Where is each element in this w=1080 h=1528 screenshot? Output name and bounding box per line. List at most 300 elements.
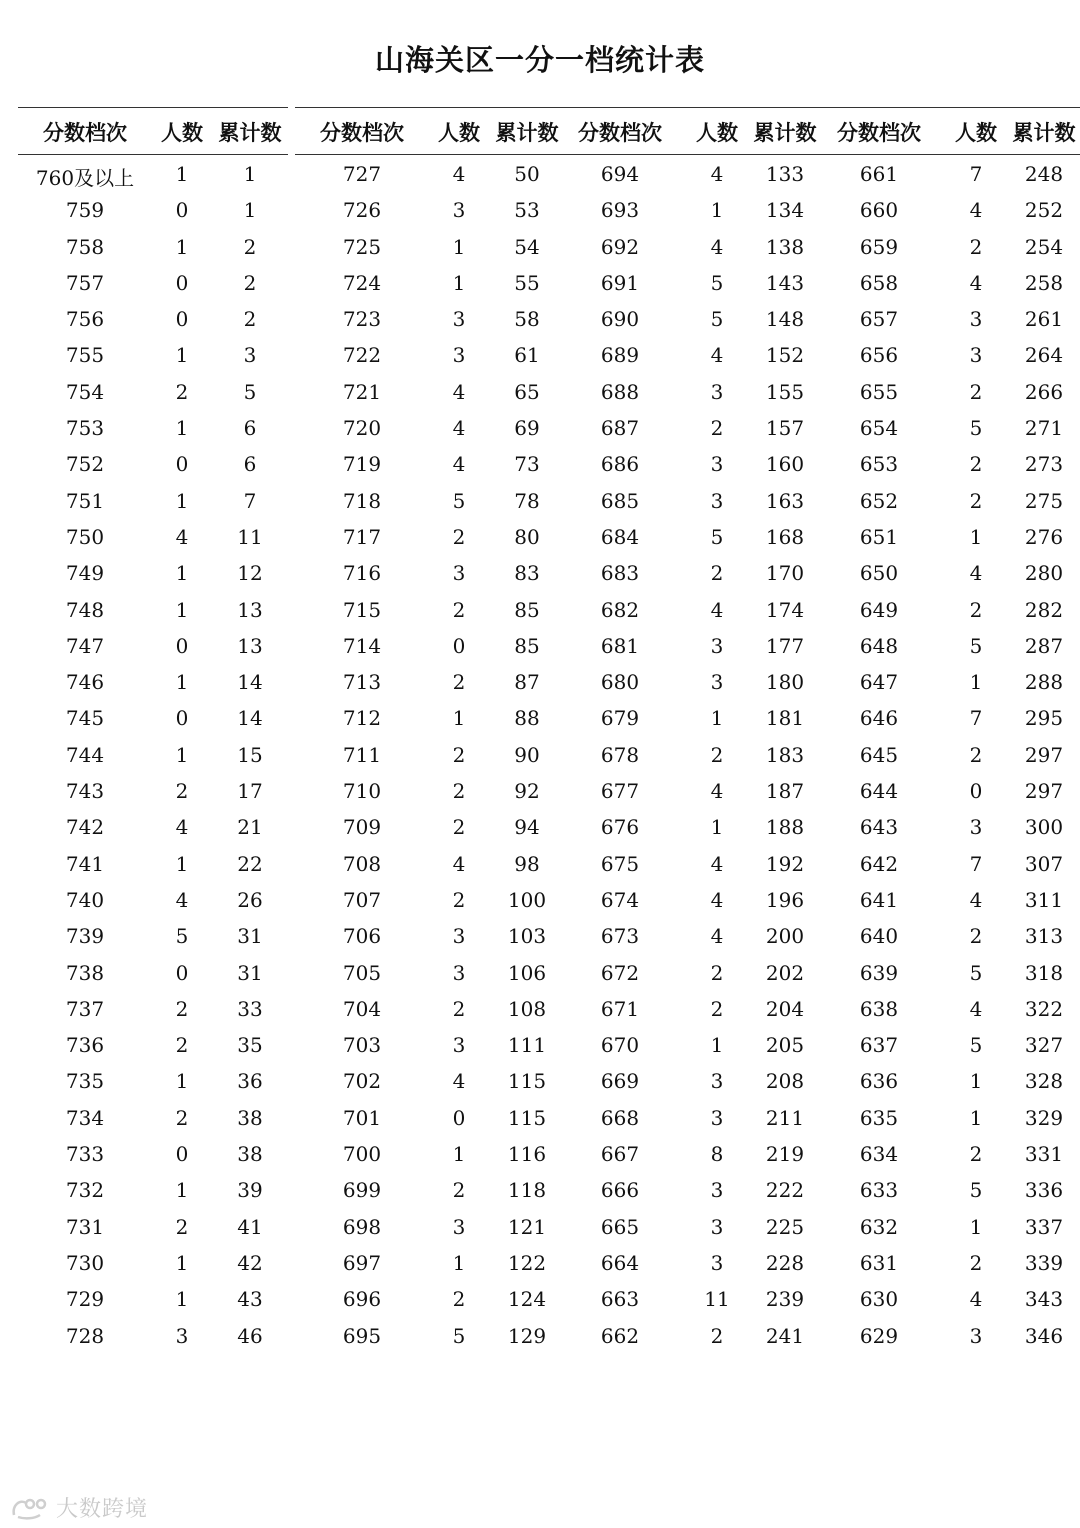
- score-cell: 760及以上: [35, 166, 135, 190]
- count-cell: 5: [452, 488, 466, 513]
- count-cell: 2: [969, 1250, 983, 1275]
- cumulative-cell: 282: [1024, 597, 1064, 622]
- cumulative-cell: 336: [1024, 1178, 1064, 1203]
- score-cell: 740: [65, 887, 105, 912]
- cumulative-cell: 241: [765, 1323, 805, 1348]
- cumulative-cell: 152: [765, 343, 805, 368]
- table-row: [553, 772, 823, 808]
- score-cell: 726: [342, 198, 382, 223]
- table-row: [553, 1062, 823, 1098]
- table-row: [812, 699, 1080, 735]
- table-row: [553, 845, 823, 881]
- count-cell: 11: [704, 1287, 730, 1312]
- table-row: [553, 736, 823, 772]
- score-cell: 630: [859, 1287, 899, 1312]
- cumulative-cell: 157: [765, 416, 805, 441]
- cumulative-cell: 85: [514, 597, 540, 622]
- cumulative-cell: 88: [514, 706, 540, 731]
- cumulative-cell: 15: [237, 742, 263, 767]
- count-cell: 3: [710, 1214, 724, 1239]
- table-row: [812, 373, 1080, 409]
- score-cell: 742: [65, 815, 105, 840]
- score-cell: 732: [65, 1178, 105, 1203]
- cumulative-cell: 36: [237, 1069, 263, 1094]
- score-cell: 654: [859, 416, 899, 441]
- table-row: [812, 1135, 1080, 1171]
- table-row: [18, 191, 288, 227]
- table-row: [295, 917, 565, 953]
- score-cell: 693: [600, 198, 640, 223]
- count-cell: 3: [969, 815, 983, 840]
- count-cell: 4: [452, 379, 466, 404]
- count-cell: 2: [452, 1178, 466, 1203]
- count-cell: 5: [969, 1178, 983, 1203]
- count-cell: 5: [710, 524, 724, 549]
- cumulative-cell: 87: [514, 670, 540, 695]
- table-row: [18, 954, 288, 990]
- count-cell: 4: [969, 1287, 983, 1312]
- score-cell: 757: [65, 270, 105, 295]
- table-row: [812, 1244, 1080, 1280]
- cumulative-cell: 22: [237, 851, 263, 876]
- cumulative-cell: 288: [1024, 670, 1064, 695]
- table-row: [295, 373, 565, 409]
- count-cell: 1: [175, 1069, 189, 1094]
- cumulative-cell: 31: [237, 924, 263, 949]
- table-row: [812, 990, 1080, 1026]
- score-cell: 656: [859, 343, 899, 368]
- score-cell: 660: [859, 198, 899, 223]
- cumulative-cell: 94: [514, 815, 540, 840]
- count-cell: 0: [175, 270, 189, 295]
- count-cell: 2: [452, 524, 466, 549]
- cumulative-cell: 13: [237, 633, 263, 658]
- count-cell: 2: [175, 379, 189, 404]
- score-cell: 714: [342, 633, 382, 658]
- score-cell: 749: [65, 561, 105, 586]
- cumulative-cell: 5: [243, 379, 257, 404]
- table-row: [18, 373, 288, 409]
- cumulative-cell: 129: [507, 1323, 547, 1348]
- count-cell: 1: [452, 1142, 466, 1167]
- count-cell: 1: [175, 1250, 189, 1275]
- count-cell: 4: [710, 343, 724, 368]
- table-row: [295, 954, 565, 990]
- table-row: [295, 772, 565, 808]
- cumulative-cell: 121: [507, 1214, 547, 1239]
- table-row: [18, 808, 288, 844]
- score-cell: 743: [65, 779, 105, 804]
- count-cell: 0: [969, 779, 983, 804]
- table-row: [812, 772, 1080, 808]
- score-cell: 704: [342, 996, 382, 1021]
- score-cell: 666: [600, 1178, 640, 1203]
- score-cell: 631: [859, 1250, 899, 1275]
- count-cell: 2: [175, 1214, 189, 1239]
- count-cell: 2: [969, 452, 983, 477]
- count-cell: 5: [969, 416, 983, 441]
- cumulative-cell: 13: [237, 597, 263, 622]
- count-cell: 3: [452, 1033, 466, 1058]
- score-cell: 686: [600, 452, 640, 477]
- score-cell: 651: [859, 524, 899, 549]
- table-row: [812, 482, 1080, 518]
- table-row: [18, 663, 288, 699]
- count-cell: 2: [969, 924, 983, 949]
- count-cell: 4: [710, 887, 724, 912]
- cumulative-cell: 78: [514, 488, 540, 513]
- score-cell: 649: [859, 597, 899, 622]
- table-row: [553, 1317, 823, 1353]
- cumulative-cell: 73: [514, 452, 540, 477]
- cumulative-cell: 228: [765, 1250, 805, 1275]
- score-cell: 678: [600, 742, 640, 767]
- table-row: [295, 736, 565, 772]
- count-cell: 4: [452, 851, 466, 876]
- header-cumulative: 累计数: [495, 120, 559, 145]
- cumulative-cell: 134: [765, 198, 805, 223]
- count-cell: 1: [710, 198, 724, 223]
- cumulative-cell: 3: [243, 343, 257, 368]
- count-cell: 4: [710, 924, 724, 949]
- cumulative-cell: 155: [765, 379, 805, 404]
- cumulative-cell: 54: [514, 234, 540, 259]
- score-cell: 750: [65, 524, 105, 549]
- score-cell: 667: [600, 1142, 640, 1167]
- count-cell: 1: [175, 851, 189, 876]
- score-cell: 753: [65, 416, 105, 441]
- table-row: [812, 264, 1080, 300]
- count-cell: 2: [175, 1033, 189, 1058]
- cumulative-cell: 58: [514, 307, 540, 332]
- count-cell: 0: [175, 452, 189, 477]
- header-count: 人数: [438, 120, 480, 145]
- count-cell: 1: [175, 597, 189, 622]
- count-cell: 1: [175, 488, 189, 513]
- table-row: [295, 881, 565, 917]
- score-cell: 734: [65, 1105, 105, 1130]
- count-cell: 1: [710, 815, 724, 840]
- cumulative-cell: 42: [237, 1250, 263, 1275]
- cumulative-cell: 83: [514, 561, 540, 586]
- cumulative-cell: 300: [1024, 815, 1064, 840]
- table-row: [295, 699, 565, 735]
- count-cell: 2: [452, 887, 466, 912]
- table-row: [18, 917, 288, 953]
- score-cell: 747: [65, 633, 105, 658]
- table-row: [295, 445, 565, 481]
- cumulative-cell: 177: [765, 633, 805, 658]
- count-cell: 7: [969, 706, 983, 731]
- table-row: [812, 917, 1080, 953]
- table-row: [553, 1280, 823, 1316]
- cumulative-cell: 266: [1024, 379, 1064, 404]
- table-row: [295, 1244, 565, 1280]
- score-cell: 674: [600, 887, 640, 912]
- table-row: [295, 627, 565, 663]
- cumulative-cell: 69: [514, 416, 540, 441]
- cumulative-cell: 92: [514, 779, 540, 804]
- count-cell: 1: [969, 524, 983, 549]
- cumulative-cell: 122: [507, 1250, 547, 1275]
- count-cell: 2: [710, 742, 724, 767]
- cumulative-cell: 248: [1024, 162, 1064, 186]
- cumulative-cell: 2: [243, 270, 257, 295]
- score-cell: 687: [600, 416, 640, 441]
- cumulative-cell: 46: [237, 1323, 263, 1348]
- cumulative-cell: 100: [507, 887, 547, 912]
- cumulative-cell: 11: [237, 524, 263, 549]
- count-cell: 1: [175, 1178, 189, 1203]
- cumulative-cell: 53: [514, 198, 540, 223]
- score-cell: 701: [342, 1105, 382, 1130]
- cumulative-cell: 2: [243, 234, 257, 259]
- score-cell: 642: [859, 851, 899, 876]
- score-cell: 673: [600, 924, 640, 949]
- score-cell: 645: [859, 742, 899, 767]
- table-row: [812, 336, 1080, 372]
- score-cell: 648: [859, 633, 899, 658]
- count-cell: 2: [175, 1105, 189, 1130]
- cumulative-cell: 31: [237, 960, 263, 985]
- cumulative-cell: 329: [1024, 1105, 1064, 1130]
- cumulative-cell: 328: [1024, 1069, 1064, 1094]
- table-row: [553, 663, 823, 699]
- score-cell: 736: [65, 1033, 105, 1058]
- count-cell: 8: [710, 1142, 724, 1167]
- cumulative-cell: 116: [507, 1142, 547, 1167]
- count-cell: 1: [452, 1250, 466, 1275]
- cumulative-cell: 287: [1024, 633, 1064, 658]
- count-cell: 4: [969, 198, 983, 223]
- count-cell: 4: [710, 779, 724, 804]
- table-row: [295, 808, 565, 844]
- count-cell: 2: [969, 742, 983, 767]
- table-row: [553, 1099, 823, 1135]
- score-cell: 722: [342, 343, 382, 368]
- table-row: [553, 228, 823, 264]
- count-cell: 1: [175, 162, 189, 186]
- table-row: [295, 1171, 565, 1207]
- score-cell: 752: [65, 452, 105, 477]
- header-score: 分数档次: [837, 120, 921, 145]
- count-cell: 4: [969, 561, 983, 586]
- table-row: [812, 663, 1080, 699]
- cumulative-cell: 12: [237, 561, 263, 586]
- cumulative-cell: 252: [1024, 198, 1064, 223]
- cumulative-cell: 17: [237, 779, 263, 804]
- count-cell: 2: [452, 1287, 466, 1312]
- table-row: [295, 482, 565, 518]
- table-row: [553, 1135, 823, 1171]
- table-row: [812, 191, 1080, 227]
- cumulative-cell: 33: [237, 996, 263, 1021]
- score-cell: 668: [600, 1105, 640, 1130]
- cumulative-cell: 98: [514, 851, 540, 876]
- score-cell: 680: [600, 670, 640, 695]
- table-row: [553, 264, 823, 300]
- score-cell: 755: [65, 343, 105, 368]
- table-row: [812, 518, 1080, 554]
- score-cell: 635: [859, 1105, 899, 1130]
- cumulative-cell: 1: [243, 198, 257, 223]
- count-cell: 3: [710, 1178, 724, 1203]
- score-cell: 664: [600, 1250, 640, 1275]
- cumulative-cell: 204: [765, 996, 805, 1021]
- score-cell: 741: [65, 851, 105, 876]
- table-row: [553, 554, 823, 590]
- cumulative-cell: 208: [765, 1069, 805, 1094]
- cumulative-cell: 148: [765, 307, 805, 332]
- count-cell: 4: [710, 234, 724, 259]
- score-cell: 709: [342, 815, 382, 840]
- count-cell: 2: [175, 996, 189, 1021]
- count-cell: 3: [452, 960, 466, 985]
- cumulative-cell: 124: [507, 1287, 547, 1312]
- table-row: [295, 663, 565, 699]
- score-cell: 692: [600, 234, 640, 259]
- count-cell: 1: [175, 234, 189, 259]
- header-count: 人数: [696, 120, 738, 145]
- count-cell: 2: [710, 561, 724, 586]
- score-cell: 730: [65, 1250, 105, 1275]
- table-row: [812, 445, 1080, 481]
- table-row: [295, 1317, 565, 1353]
- cumulative-cell: 163: [765, 488, 805, 513]
- score-cell: 634: [859, 1142, 899, 1167]
- page-title: 山海关区一分一档统计表: [374, 43, 705, 77]
- cumulative-cell: 111: [507, 1033, 547, 1058]
- table-row: [18, 1062, 288, 1098]
- score-cell: 756: [65, 307, 105, 332]
- header-score: 分数档次: [578, 120, 662, 145]
- score-cell: 700: [342, 1142, 382, 1167]
- count-cell: 1: [175, 343, 189, 368]
- table-row: [18, 1317, 288, 1353]
- count-cell: 2: [969, 234, 983, 259]
- table-body: [18, 155, 288, 1353]
- cumulative-cell: 276: [1024, 524, 1064, 549]
- score-cell: 758: [65, 234, 105, 259]
- count-cell: 1: [969, 1105, 983, 1130]
- cumulative-cell: 271: [1024, 416, 1064, 441]
- count-cell: 1: [175, 1287, 189, 1312]
- score-cell: 643: [859, 815, 899, 840]
- score-tables: [0, 107, 1080, 1367]
- cumulative-cell: 295: [1024, 706, 1064, 731]
- cumulative-cell: 7: [243, 488, 257, 513]
- cumulative-cell: 346: [1024, 1323, 1064, 1348]
- table-row: [553, 191, 823, 227]
- score-cell: 676: [600, 815, 640, 840]
- count-cell: 2: [969, 488, 983, 513]
- table-row: [812, 881, 1080, 917]
- cumulative-cell: 14: [237, 670, 263, 695]
- count-cell: 3: [969, 1323, 983, 1348]
- cumulative-cell: 202: [765, 960, 805, 985]
- count-cell: 4: [175, 887, 189, 912]
- cumulative-cell: 264: [1024, 343, 1064, 368]
- score-cell: 641: [859, 887, 899, 912]
- cumulative-cell: 297: [1024, 779, 1064, 804]
- count-cell: 4: [452, 452, 466, 477]
- score-cell: 671: [600, 996, 640, 1021]
- table-row: [295, 191, 565, 227]
- score-cell: 629: [859, 1323, 899, 1348]
- score-cell: 759: [65, 198, 105, 223]
- count-cell: 2: [452, 742, 466, 767]
- table-row: [295, 1208, 565, 1244]
- count-cell: 1: [175, 670, 189, 695]
- table-row: [812, 1026, 1080, 1062]
- score-cell: 727: [342, 162, 382, 186]
- cumulative-cell: 21: [237, 815, 263, 840]
- table-row: [812, 1062, 1080, 1098]
- score-cell: 690: [600, 307, 640, 332]
- score-cell: 719: [342, 452, 382, 477]
- table-row: [553, 518, 823, 554]
- table-row: [553, 482, 823, 518]
- count-cell: 0: [175, 1142, 189, 1167]
- score-cell: 735: [65, 1069, 105, 1094]
- score-cell: 705: [342, 960, 382, 985]
- count-cell: 5: [175, 924, 189, 949]
- count-cell: 4: [969, 270, 983, 295]
- table-row: [553, 699, 823, 735]
- table-row: [812, 808, 1080, 844]
- count-cell: 3: [452, 924, 466, 949]
- score-cell: 717: [342, 524, 382, 549]
- table-row: [812, 1280, 1080, 1316]
- count-cell: 7: [969, 851, 983, 876]
- table-row: [18, 881, 288, 917]
- score-cell: 638: [859, 996, 899, 1021]
- score-cell: 716: [342, 561, 382, 586]
- table-row: [553, 917, 823, 953]
- table-row: [18, 1099, 288, 1135]
- score-cell: 725: [342, 234, 382, 259]
- score-cell: 754: [65, 379, 105, 404]
- table-row: [812, 1208, 1080, 1244]
- count-cell: 4: [969, 887, 983, 912]
- score-cell: 702: [342, 1069, 382, 1094]
- cumulative-cell: 331: [1024, 1142, 1064, 1167]
- count-cell: 4: [175, 524, 189, 549]
- table-row: [18, 591, 288, 627]
- score-cell: 663: [600, 1287, 640, 1312]
- table-row: [18, 518, 288, 554]
- score-cell: 707: [342, 887, 382, 912]
- table-row: [812, 954, 1080, 990]
- header-cumulative: 累计数: [753, 120, 817, 145]
- count-cell: 2: [969, 1142, 983, 1167]
- score-cell: 708: [342, 851, 382, 876]
- table-row: [295, 264, 565, 300]
- count-cell: 4: [710, 597, 724, 622]
- table-row: [18, 1280, 288, 1316]
- score-cell: 699: [342, 1178, 382, 1203]
- count-cell: 1: [175, 742, 189, 767]
- score-cell: 653: [859, 452, 899, 477]
- score-cell: 646: [859, 706, 899, 731]
- cumulative-cell: 80: [514, 524, 540, 549]
- count-cell: 0: [175, 307, 189, 332]
- table-row: [812, 1317, 1080, 1353]
- score-cell: 729: [65, 1287, 105, 1312]
- table-row: [18, 772, 288, 808]
- score-cell: 738: [65, 960, 105, 985]
- count-cell: 3: [710, 633, 724, 658]
